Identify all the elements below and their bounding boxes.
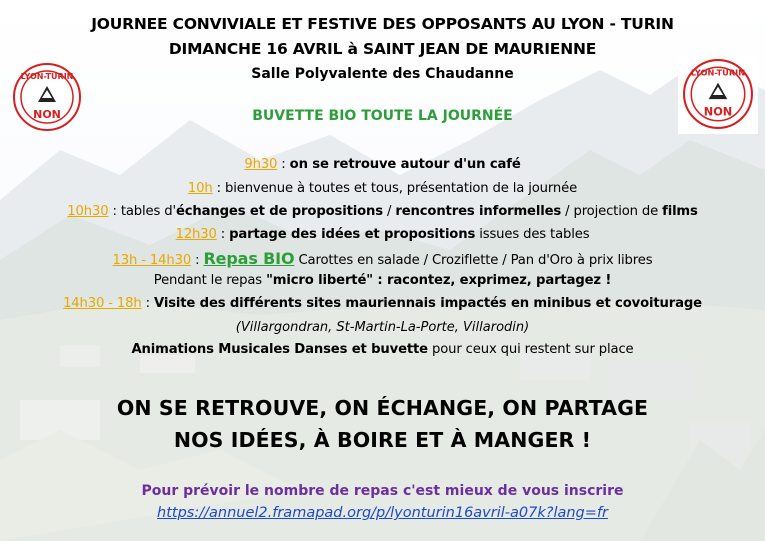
event-title-line2: DIMANCHE 16 AVRIL à SAINT JEAN DE MAURIENNE bbox=[168, 40, 597, 58]
program-13h: 13h - 14h30 : Repas BIO Carottes en salade / Croziflette / Pan d'Oro à prix libres bbox=[112, 249, 653, 268]
event-title-line1: JOURNEE CONVIVIALE ET FESTIVE DES OPPOSANTS AU LYON - TURIN bbox=[91, 15, 674, 33]
time-label: 12h30 bbox=[175, 227, 217, 242]
time-label: 13h - 14h30 bbox=[112, 253, 192, 268]
time-label: 9h30 bbox=[244, 157, 278, 172]
time-label: 10h30 bbox=[67, 204, 109, 219]
time-label: 14h30 - 18h bbox=[63, 296, 142, 311]
slogan-line2: NOS IDÉES, À BOIRE ET À MANGER ! bbox=[173, 428, 592, 452]
register-link-row bbox=[0, 502, 765, 521]
visit-sites: (Villargondran, St-Martin-La-Porte, Villarodin) bbox=[235, 320, 530, 335]
svg-text:LYON-TURIN: LYON-TURIN bbox=[690, 67, 746, 78]
register-link[interactable]: https://annuel2.framapad.org/p/lyonturin16avril-a07k?lang=fr bbox=[157, 505, 608, 521]
animations-line: Animations Musicales Danses et buvette pour ceux qui restent sur place bbox=[131, 342, 634, 357]
program-14h30: 14h30 - 18h : Visite des différents sites mauriennais impactés en minibus et covoiturage bbox=[63, 296, 702, 311]
slogan-line1: ON SE RETROUVE, ON ÉCHANGE, ON PARTAGE bbox=[116, 396, 649, 420]
program-10h: 10h : bienvenue à toutes et tous, présentation de la journée bbox=[187, 181, 578, 196]
svg-text:NON: NON bbox=[33, 108, 61, 121]
time-label: 10h bbox=[187, 181, 213, 196]
svg-text:LYON-TURIN: LYON-TURIN bbox=[20, 72, 74, 81]
svg-text:NON: NON bbox=[703, 105, 733, 119]
program-9h30: 9h30 : on se retrouve autour d'un café bbox=[244, 157, 521, 172]
program-10h30: 10h30 : tables d'échanges et de propositions / rencontres informelles / projection de films bbox=[67, 204, 698, 219]
program-micro-liberte: Pendant le repas "micro liberté" : racontez, exprimez, partagez ! bbox=[153, 273, 612, 288]
venue-name: Salle Polyvalente des Chaudanne bbox=[251, 66, 514, 82]
repas-bio-label: Repas BIO bbox=[203, 249, 295, 268]
program-12h30: 12h30 : partage des idées et propositions issues des tables bbox=[175, 227, 590, 242]
register-text: Pour prévoir le nombre de repas c'est mieux de vous inscrire bbox=[141, 483, 624, 499]
buvette-bio: BUVETTE BIO TOUTE LA JOURNÉE bbox=[252, 108, 513, 124]
